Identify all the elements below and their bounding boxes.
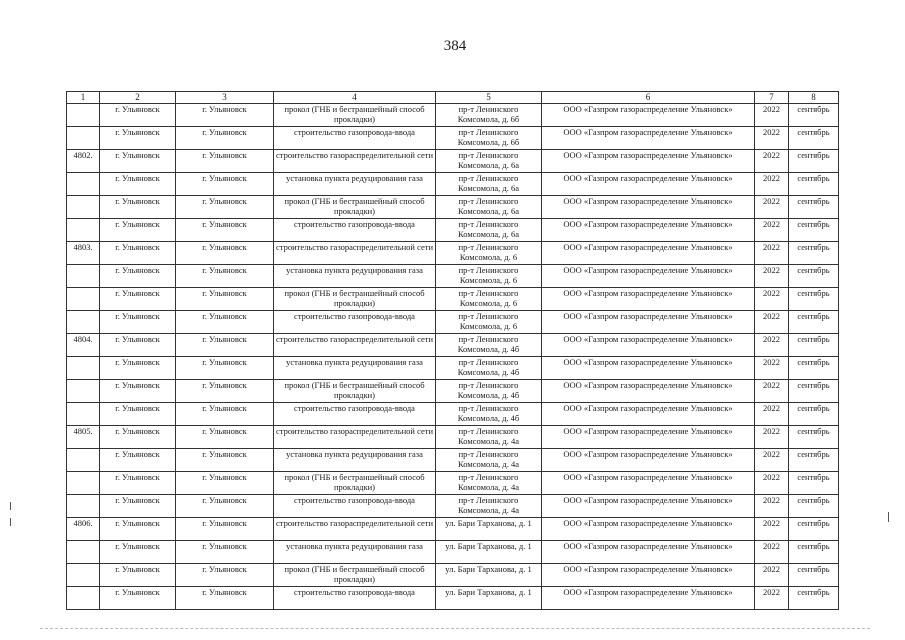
table-row <box>67 196 839 219</box>
table-cell: сентябрь <box>789 173 839 196</box>
table-cell: г. Ульяновск <box>100 173 176 196</box>
table-cell: г. Ульяновск <box>100 564 176 587</box>
table-cell: г. Ульяновск <box>176 219 274 242</box>
row-number-cell <box>67 472 100 495</box>
table-cell: 2022 <box>755 541 789 564</box>
row-number-cell: 4805. <box>67 426 100 449</box>
table-cell: сентябрь <box>789 541 839 564</box>
row-number-cell <box>67 127 100 150</box>
table-cell: ООО «Газпром газораспределение Ульяновск» <box>542 104 755 127</box>
table-cell: г. Ульяновск <box>176 495 274 518</box>
table-cell: пр-т Ленинского Комсомола, д. 4а <box>436 449 542 472</box>
row-number-cell <box>67 587 100 610</box>
table-cell: г. Ульяновск <box>100 150 176 173</box>
table-cell: строительство газопровода-ввода <box>274 587 436 610</box>
table-cell: г. Ульяновск <box>100 311 176 334</box>
table-body <box>67 104 839 610</box>
table-cell: г. Ульяновск <box>176 150 274 173</box>
row-number-cell: 4803. <box>67 242 100 265</box>
table-row <box>67 541 839 564</box>
scan-mark-right <box>888 512 889 522</box>
table-cell: прокол (ГНБ и бестраншейный способ прокладки) <box>274 104 436 127</box>
table-row <box>67 219 839 242</box>
header-cell: 4 <box>274 92 436 104</box>
table-cell: пр-т Ленинского Комсомола, д. 6б <box>436 104 542 127</box>
table-cell: ООО «Газпром газораспределение Ульяновск» <box>542 357 755 380</box>
table-cell: ООО «Газпром газораспределение Ульяновск» <box>542 127 755 150</box>
table-row <box>67 587 839 610</box>
table-cell: ул. Бари Тарханова, д. 1 <box>436 587 542 610</box>
table-cell: г. Ульяновск <box>100 104 176 127</box>
table-cell: ООО «Газпром газораспределение Ульяновск» <box>542 334 755 357</box>
table-cell: строительство газораспределительной сети <box>274 334 436 357</box>
table-cell: 2022 <box>755 150 789 173</box>
table-cell: г. Ульяновск <box>176 380 274 403</box>
table-cell: 2022 <box>755 127 789 150</box>
table-row <box>67 426 839 449</box>
table-cell: пр-т Ленинского Комсомола, д. 6 <box>436 288 542 311</box>
row-number-cell <box>67 380 100 403</box>
table-cell: г. Ульяновск <box>100 495 176 518</box>
table-cell: г. Ульяновск <box>176 334 274 357</box>
row-number-cell <box>67 564 100 587</box>
table-row <box>67 127 839 150</box>
table-cell: пр-т Ленинского Комсомола, д. 4а <box>436 495 542 518</box>
table-cell: ООО «Газпром газораспределение Ульяновск» <box>542 541 755 564</box>
table-cell: г. Ульяновск <box>176 104 274 127</box>
table-cell: ООО «Газпром газораспределение Ульяновск» <box>542 449 755 472</box>
table-cell: 2022 <box>755 449 789 472</box>
table-cell: 2022 <box>755 196 789 219</box>
row-number-cell: 4802. <box>67 150 100 173</box>
table-cell: ООО «Газпром газораспределение Ульяновск» <box>542 311 755 334</box>
table-cell: г. Ульяновск <box>100 357 176 380</box>
table-cell: г. Ульяновск <box>176 357 274 380</box>
table-cell: 2022 <box>755 242 789 265</box>
table-cell: г. Ульяновск <box>100 127 176 150</box>
row-number-cell: 4804. <box>67 334 100 357</box>
header-row <box>67 92 839 104</box>
register-table <box>66 91 839 610</box>
table-cell: пр-т Ленинского Комсомола, д. 4б <box>436 403 542 426</box>
table-cell: строительство газопровода-ввода <box>274 311 436 334</box>
table-row <box>67 288 839 311</box>
row-number-cell <box>67 495 100 518</box>
table-cell: г. Ульяновск <box>100 403 176 426</box>
table-cell: строительство газораспределительной сети <box>274 518 436 541</box>
table-cell: ООО «Газпром газораспределение Ульяновск» <box>542 495 755 518</box>
table-cell: 2022 <box>755 173 789 196</box>
row-number-cell <box>67 311 100 334</box>
table-cell: пр-т Ленинского Комсомола, д. 6а <box>436 173 542 196</box>
table-cell: 2022 <box>755 518 789 541</box>
table-cell: ООО «Газпром газораспределение Ульяновск» <box>542 403 755 426</box>
table-cell: ООО «Газпром газораспределение Ульяновск» <box>542 173 755 196</box>
header-cell: 7 <box>755 92 789 104</box>
table-cell: г. Ульяновск <box>100 541 176 564</box>
table-cell: ООО «Газпром газораспределение Ульяновск» <box>542 426 755 449</box>
table-cell: 2022 <box>755 219 789 242</box>
table-row <box>67 311 839 334</box>
table-cell: сентябрь <box>789 564 839 587</box>
table-row <box>67 357 839 380</box>
table-cell: ООО «Газпром газораспределение Ульяновск» <box>542 219 755 242</box>
table-cell: пр-т Ленинского Комсомола, д. 6а <box>436 150 542 173</box>
table-cell: г. Ульяновск <box>176 127 274 150</box>
table-cell: ООО «Газпром газораспределение Ульяновск» <box>542 196 755 219</box>
table-cell: г. Ульяновск <box>176 403 274 426</box>
table-cell: 2022 <box>755 104 789 127</box>
table-cell: установка пункта редуцирования газа <box>274 357 436 380</box>
row-number-cell: 4806. <box>67 518 100 541</box>
table-cell: г. Ульяновск <box>176 449 274 472</box>
row-number-cell <box>67 403 100 426</box>
table-cell: 2022 <box>755 380 789 403</box>
header-cell: 2 <box>100 92 176 104</box>
row-number-cell <box>67 288 100 311</box>
table-cell: г. Ульяновск <box>100 449 176 472</box>
table-cell: г. Ульяновск <box>176 518 274 541</box>
table-cell: г. Ульяновск <box>100 265 176 288</box>
table-cell: ул. Бари Тарханова, д. 1 <box>436 564 542 587</box>
table-cell: строительство газопровода-ввода <box>274 403 436 426</box>
table-cell: г. Ульяновск <box>176 587 274 610</box>
table-cell: пр-т Ленинского Комсомола, д. 6 <box>436 311 542 334</box>
table-row <box>67 150 839 173</box>
table-cell: 2022 <box>755 311 789 334</box>
table-cell: пр-т Ленинского Комсомола, д. 4а <box>436 426 542 449</box>
header-cell: 5 <box>436 92 542 104</box>
table-cell: г. Ульяновск <box>176 426 274 449</box>
table-cell: 2022 <box>755 357 789 380</box>
table-cell: 2022 <box>755 426 789 449</box>
table-cell: г. Ульяновск <box>100 587 176 610</box>
scan-mark-left <box>10 518 11 526</box>
table-cell: ул. Бари Тарханова, д. 1 <box>436 541 542 564</box>
table-cell: строительство газораспределительной сети <box>274 242 436 265</box>
table-cell: ООО «Газпром газораспределение Ульяновск» <box>542 518 755 541</box>
table-cell: сентябрь <box>789 196 839 219</box>
table-cell: сентябрь <box>789 150 839 173</box>
table-row <box>67 518 839 541</box>
table-cell: пр-т Ленинского Комсомола, д. 4б <box>436 380 542 403</box>
table-cell: сентябрь <box>789 518 839 541</box>
table-cell: г. Ульяновск <box>100 518 176 541</box>
table-cell: сентябрь <box>789 288 839 311</box>
table-cell: сентябрь <box>789 219 839 242</box>
row-number-cell <box>67 219 100 242</box>
table-cell: г. Ульяновск <box>100 380 176 403</box>
scan-mark-left <box>10 502 11 510</box>
table-row <box>67 449 839 472</box>
table-cell: строительство газопровода-ввода <box>274 495 436 518</box>
table-cell: г. Ульяновск <box>176 311 274 334</box>
row-number-cell <box>67 449 100 472</box>
page-edge-line <box>40 628 870 629</box>
table-cell: установка пункта редуцирования газа <box>274 265 436 288</box>
table-cell: строительство газораспределительной сети <box>274 426 436 449</box>
table-cell: строительство газораспределительной сети <box>274 150 436 173</box>
table-cell: ООО «Газпром газораспределение Ульяновск» <box>542 265 755 288</box>
table-cell: г. Ульяновск <box>100 334 176 357</box>
table-cell: г. Ульяновск <box>100 196 176 219</box>
table-cell: г. Ульяновск <box>176 265 274 288</box>
table-cell: сентябрь <box>789 449 839 472</box>
table-cell: 2022 <box>755 564 789 587</box>
table-cell: 2022 <box>755 288 789 311</box>
page-number: 384 <box>443 38 467 54</box>
table-cell: сентябрь <box>789 495 839 518</box>
table-cell: 2022 <box>755 265 789 288</box>
table-cell: сентябрь <box>789 127 839 150</box>
table-cell: сентябрь <box>789 242 839 265</box>
table-cell: г. Ульяновск <box>176 288 274 311</box>
table-cell: установка пункта редуцирования газа <box>274 173 436 196</box>
table-row <box>67 104 839 127</box>
row-number-cell <box>67 265 100 288</box>
row-number-cell <box>67 196 100 219</box>
table-cell: г. Ульяновск <box>176 541 274 564</box>
table-cell: прокол (ГНБ и бестраншейный способ прокладки) <box>274 196 436 219</box>
row-number-cell <box>67 173 100 196</box>
table-cell: установка пункта редуцирования газа <box>274 541 436 564</box>
row-number-cell <box>67 541 100 564</box>
table-cell: прокол (ГНБ и бестраншейный способ прокладки) <box>274 288 436 311</box>
table-cell: ООО «Газпром газораспределение Ульяновск» <box>542 472 755 495</box>
table-cell: установка пункта редуцирования газа <box>274 449 436 472</box>
table-cell: г. Ульяновск <box>176 564 274 587</box>
table-row <box>67 472 839 495</box>
table-cell: пр-т Ленинского Комсомола, д. 4а <box>436 472 542 495</box>
header-cell: 1 <box>67 92 100 104</box>
table-cell: г. Ульяновск <box>176 196 274 219</box>
table-cell: 2022 <box>755 472 789 495</box>
table-cell: прокол (ГНБ и бестраншейный способ прокладки) <box>274 380 436 403</box>
table-cell: ул. Бари Тарханова, д. 1 <box>436 518 542 541</box>
table-cell: сентябрь <box>789 426 839 449</box>
header-cell: 6 <box>542 92 755 104</box>
table-cell: сентябрь <box>789 380 839 403</box>
table-cell: ООО «Газпром газораспределение Ульяновск» <box>542 564 755 587</box>
table-cell: сентябрь <box>789 334 839 357</box>
table-row <box>67 380 839 403</box>
table-cell: 2022 <box>755 587 789 610</box>
table-cell: г. Ульяновск <box>100 426 176 449</box>
table-cell: г. Ульяновск <box>100 219 176 242</box>
table-row <box>67 265 839 288</box>
table-cell: строительство газопровода-ввода <box>274 219 436 242</box>
table-cell: пр-т Ленинского Комсомола, д. 4б <box>436 334 542 357</box>
table-cell: 2022 <box>755 334 789 357</box>
table-cell: пр-т Ленинского Комсомола, д. 6а <box>436 219 542 242</box>
table-cell: г. Ульяновск <box>100 472 176 495</box>
table-cell: сентябрь <box>789 265 839 288</box>
table-cell: прокол (ГНБ и бестраншейный способ прокладки) <box>274 472 436 495</box>
table-cell: ООО «Газпром газораспределение Ульяновск» <box>542 380 755 403</box>
table-cell: пр-т Ленинского Комсомола, д. 4б <box>436 357 542 380</box>
table-row <box>67 564 839 587</box>
table-cell: прокол (ГНБ и бестраншейный способ прокладки) <box>274 564 436 587</box>
table-cell: сентябрь <box>789 587 839 610</box>
table-cell: сентябрь <box>789 403 839 426</box>
table-cell: пр-т Ленинского Комсомола, д. 6 <box>436 265 542 288</box>
table-cell: ООО «Газпром газораспределение Ульяновск» <box>542 587 755 610</box>
table-cell: сентябрь <box>789 311 839 334</box>
table-row <box>67 334 839 357</box>
table-cell: строительство газопровода-ввода <box>274 127 436 150</box>
header-cell: 3 <box>176 92 274 104</box>
row-number-cell <box>67 104 100 127</box>
table-row <box>67 495 839 518</box>
table-cell: пр-т Ленинского Комсомола, д. 6 <box>436 242 542 265</box>
table-row <box>67 242 839 265</box>
table-cell: г. Ульяновск <box>100 288 176 311</box>
table-cell: г. Ульяновск <box>176 472 274 495</box>
table-cell: 2022 <box>755 403 789 426</box>
table-cell: г. Ульяновск <box>100 242 176 265</box>
table-cell: 2022 <box>755 495 789 518</box>
table-cell: сентябрь <box>789 104 839 127</box>
table-cell: ООО «Газпром газораспределение Ульяновск» <box>542 150 755 173</box>
table-cell: ООО «Газпром газораспределение Ульяновск» <box>542 288 755 311</box>
table-cell: ООО «Газпром газораспределение Ульяновск» <box>542 242 755 265</box>
header-cell: 8 <box>789 92 839 104</box>
table-cell: г. Ульяновск <box>176 173 274 196</box>
table-cell: пр-т Ленинского Комсомола, д. 6а <box>436 196 542 219</box>
table-row <box>67 173 839 196</box>
table-cell: сентябрь <box>789 472 839 495</box>
table-cell: пр-т Ленинского Комсомола, д. 6б <box>436 127 542 150</box>
table-cell: сентябрь <box>789 357 839 380</box>
row-number-cell <box>67 357 100 380</box>
table-cell: г. Ульяновск <box>176 242 274 265</box>
table-row <box>67 403 839 426</box>
